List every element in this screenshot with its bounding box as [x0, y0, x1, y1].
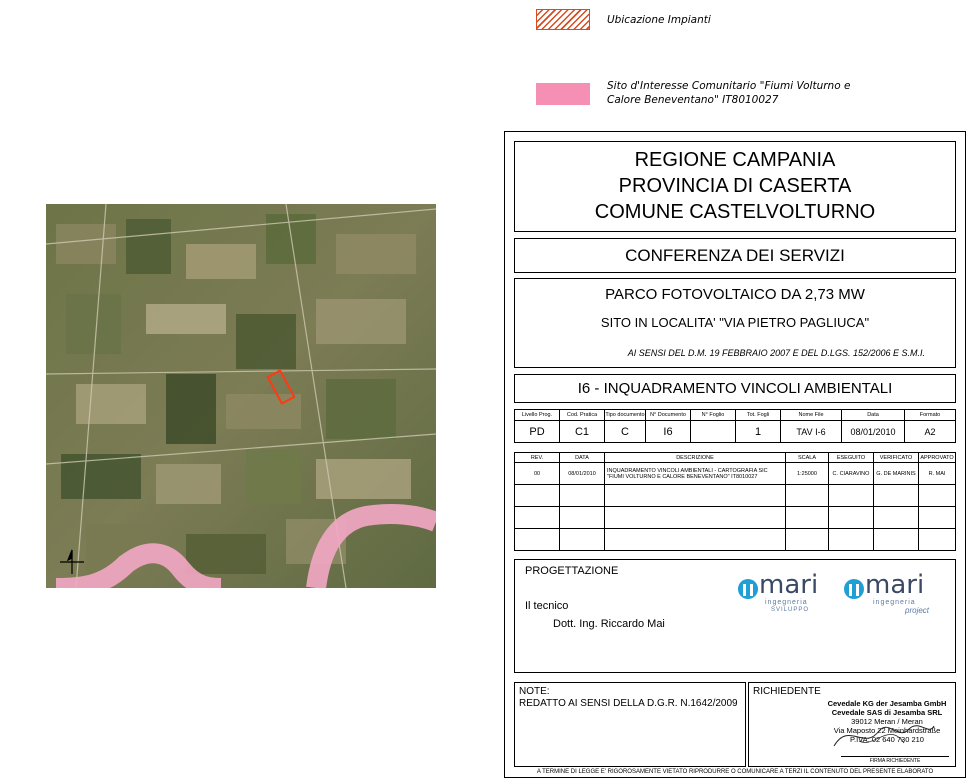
revision-cell: C. CIARAVINO [829, 463, 874, 485]
code-value: 08/01/2010 [842, 421, 905, 443]
revision-cell [874, 507, 919, 529]
logo2-name: mari [865, 570, 925, 600]
mari-project-logo [843, 572, 943, 614]
revision-cell [605, 529, 786, 551]
revision-cell [560, 529, 605, 551]
revision-row [515, 485, 956, 507]
project-law: AI SENSI DEL D.M. 19 FEBBRAIO 2007 E DEL D.LGS. 152/2006 E S.M.I. [627, 348, 925, 358]
revision-cell [515, 485, 560, 507]
revision-header: DATA [560, 453, 605, 463]
revision-cell [605, 507, 786, 529]
code-value: C1 [560, 421, 605, 443]
signature-caption: FIRMA RICHIEDENTE [869, 758, 921, 764]
code-header: Cod. Pratica [560, 410, 605, 421]
design-box [514, 559, 956, 673]
legend-installations-swatch [536, 9, 590, 30]
revision-cell: 08/01/2010 [560, 463, 605, 485]
revision-cell [829, 529, 874, 551]
code-value: A2 [905, 421, 956, 443]
notes-text: REDATTO AI SENSI DELLA D.G.R. N.1642/2009 [519, 698, 738, 709]
code-value: C [605, 421, 646, 443]
legend-site-label-line1: Sito d'Interesse Comunitario "Fiumi Volturno e [607, 80, 851, 92]
project-title: PARCO FOTOVOLTAICO DA 2,73 MW [605, 286, 865, 303]
region-line-2: PROVINCIA DI CASERTA [618, 175, 852, 197]
footer-notice: A TERMINE DI LEGGE E' RIGOROSAMENTE VIETATO RIPRODURRE O COMUNICARE A TERZI IL CONTENUTO DEL PRESENTE ELABORATO [536, 769, 934, 775]
revision-header: VERIFICATO [874, 453, 919, 463]
code-header: N° Documento [646, 410, 691, 421]
aerial-map [46, 204, 436, 588]
logo2-sub1: ingegneria [873, 599, 916, 606]
revision-header: APPROVATO [920, 454, 954, 461]
tecnico-label: Il tecnico [525, 600, 569, 612]
revision-header: REV. [515, 453, 560, 463]
code-header: Formato [905, 410, 956, 421]
revision-cell [874, 529, 919, 551]
code-value: TAV I-6 [781, 421, 842, 443]
code-value: PD [515, 421, 560, 443]
revision-cell [786, 507, 829, 529]
stamp-line-1: Cevedale KG der Jesamba GmbH [827, 699, 947, 708]
conference-box [514, 238, 956, 273]
client-label: RICHIEDENTE [753, 686, 821, 697]
revision-cell [605, 485, 786, 507]
region-line-3: COMUNE CASTELVOLTURNO [594, 201, 876, 223]
revision-header: ESEGUITO [829, 453, 874, 463]
engineer-name: Dott. Ing. Riccardo Mai [553, 618, 665, 630]
code-value: I6 [646, 421, 691, 443]
project-box [514, 278, 956, 368]
legend-site-label-line2: Calore Beneventano" IT8010027 [607, 94, 779, 106]
notes-label: NOTE: [519, 686, 550, 697]
revision-cell: 00 [515, 463, 560, 485]
revision-row [515, 507, 956, 529]
revision-cell [786, 485, 829, 507]
logo1-sub2: SVILUPPO [771, 607, 810, 613]
revision-cell [515, 507, 560, 529]
revision-cell: 1:25000 [786, 463, 829, 485]
legend-installations-label: Ubicazione Impianti [607, 14, 711, 26]
code-header: Tot. Fogli [736, 410, 781, 421]
document-codes-table [514, 409, 956, 443]
revision-cell: G. DE MARINIS [874, 463, 919, 485]
mari-sviluppo-logo [737, 572, 832, 614]
revision-row [515, 463, 956, 485]
revision-cell [919, 507, 956, 529]
revision-cell: INQUADRAMENTO VINCOLI AMBIENTALI - CARTOGRAFIA SIC "FIUMI VOLTURNO E CALORE BENEVENTANO" IT8010027 [605, 463, 786, 485]
region-box [514, 141, 956, 232]
revision-cell [560, 485, 605, 507]
revision-header: SCALA [786, 453, 829, 463]
notes-box [514, 682, 746, 767]
mari-logo-icon [843, 576, 865, 602]
revision-cell [829, 507, 874, 529]
code-header: Nome File [781, 410, 842, 421]
revision-row [515, 529, 956, 551]
conference-title: CONFERENZA DEI SERVIZI [625, 246, 845, 265]
revision-header: DESCRIZIONE [605, 453, 786, 463]
revision-cell [560, 507, 605, 529]
design-label: PROGETTAZIONE [525, 565, 619, 577]
stamp-line-2: Cevedale SAS di Jesamba SRL [831, 708, 943, 717]
revision-cell [919, 485, 956, 507]
client-box [748, 682, 956, 767]
stamp-line-3: 39012 Meran / Meran [851, 717, 923, 726]
revision-cell [874, 485, 919, 507]
signature-line [841, 756, 949, 757]
code-header: Tipo documento [605, 410, 646, 421]
revision-cell: R. MAI [919, 463, 956, 485]
drawing-title-box [514, 374, 956, 403]
code-header: Livello Prog. [515, 410, 560, 421]
logo1-name: mari [759, 570, 819, 600]
revision-cell [515, 529, 560, 551]
revision-cell [786, 529, 829, 551]
code-value: 1 [736, 421, 781, 443]
code-header: Data [842, 410, 905, 421]
revision-cell [919, 529, 956, 551]
project-site: SITO IN LOCALITA' "VIA PIETRO PAGLIUCA" [600, 315, 870, 330]
stamp-line-5: P.IVA: 02 640 730 210 [850, 735, 924, 744]
revision-cell [829, 485, 874, 507]
region-line-1: REGIONE CAMPANIA [634, 149, 836, 171]
signature [829, 711, 939, 756]
revisions-table [514, 452, 956, 551]
mari-logo-icon [737, 576, 759, 602]
drawing-title: I6 - INQUADRAMENTO VINCOLI AMBIENTALI [577, 380, 893, 397]
code-value [691, 421, 736, 443]
stamp-line-4: Via Maposto 22 Meinhardstraße [833, 726, 941, 735]
logo2-sub2: project [905, 606, 930, 615]
code-header: N° Foglio [691, 410, 736, 421]
logo1-sub1: ingegneria [765, 599, 808, 606]
legend-site-swatch [536, 83, 590, 105]
